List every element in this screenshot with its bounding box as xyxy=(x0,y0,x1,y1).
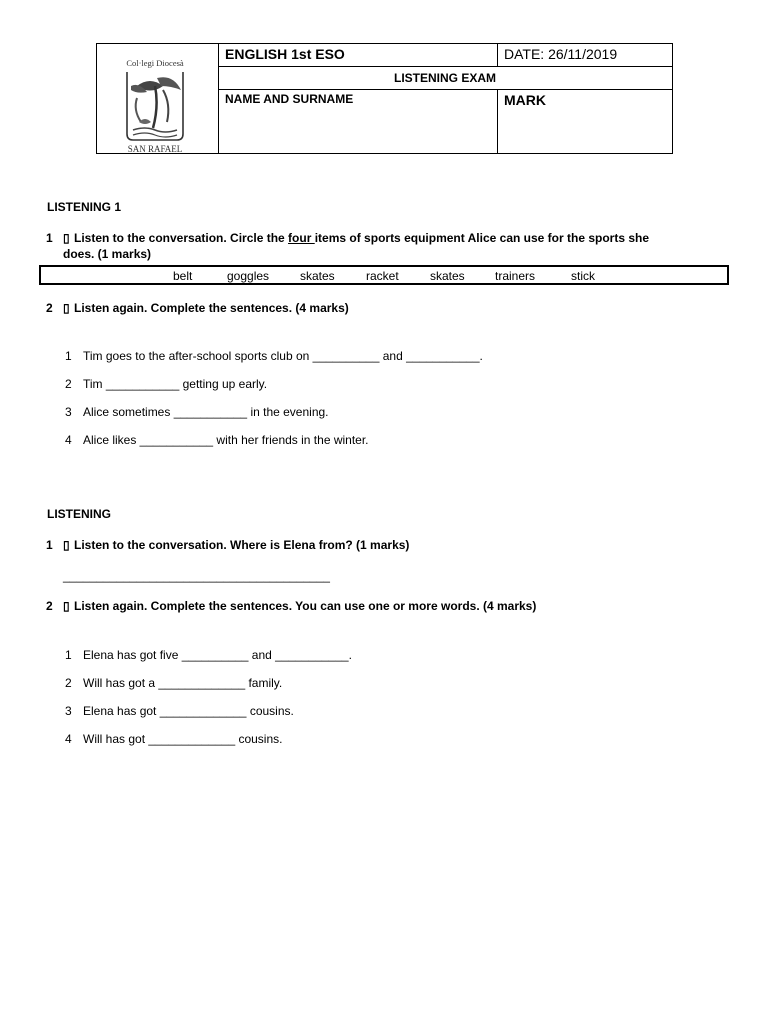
question-text: Listen again. Complete the sentences. (4 marks) xyxy=(74,301,349,315)
speaker-icon: ▯ xyxy=(63,599,70,613)
name-cell[interactable] xyxy=(218,90,498,153)
fill-in-sentence[interactable]: Elena has got five __________ and ___________. xyxy=(83,648,352,662)
logo-text-top: Col·legi Diocesà xyxy=(126,58,184,68)
fill-in-sentence[interactable]: Will has got _____________ cousins. xyxy=(83,732,283,746)
word-box xyxy=(39,265,729,285)
date-cell xyxy=(498,44,672,67)
item-number: 4 xyxy=(65,732,72,746)
item-number: 1 xyxy=(65,349,72,363)
question-emphasis: four xyxy=(288,231,315,245)
word-option[interactable]: skates xyxy=(430,269,465,283)
question-text-part-b: items of sports equipment Alice can use for the sports she xyxy=(314,231,650,245)
fill-in-sentence[interactable]: Tim goes to the after-school sports club on __________ and ___________. xyxy=(83,349,483,363)
fill-in-sentence[interactable]: Tim ___________ getting up early. xyxy=(83,377,268,391)
logo-cell xyxy=(97,44,219,153)
question-text: Listen to the conversation. Where is Elena from? (1 marks) xyxy=(74,538,410,552)
item-number: 4 xyxy=(65,433,72,447)
fill-in-sentence[interactable]: Alice likes ___________ with her friends in the winter. xyxy=(83,433,369,447)
speaker-icon: ▯ xyxy=(63,231,70,245)
word-option[interactable]: belt xyxy=(173,269,193,283)
word-option[interactable]: racket xyxy=(366,269,399,283)
speaker-icon: ▯ xyxy=(63,538,70,552)
mark-cell[interactable] xyxy=(498,90,672,153)
question-number: 2 xyxy=(46,301,53,315)
exam-date: DATE: 26/11/2019 xyxy=(504,46,618,62)
question-text: Listen again. Complete the sentences. You can use one or more words. (4 marks) xyxy=(74,599,537,613)
logo-text-bottom: SAN RAFAEL xyxy=(127,144,183,154)
exam-title: LISTENING EXAM xyxy=(393,71,496,85)
question-number: 1 xyxy=(46,538,53,552)
question-number: 2 xyxy=(46,599,53,613)
fill-in-sentence[interactable]: Elena has got _____________ cousins. xyxy=(83,704,294,718)
exam-title-cell xyxy=(218,67,672,90)
item-number: 2 xyxy=(65,377,72,391)
word-option[interactable]: trainers xyxy=(495,269,536,283)
exam-header-table xyxy=(96,43,673,154)
subject-cell xyxy=(218,44,498,67)
subject-title: ENGLISH 1st ESO xyxy=(225,46,345,62)
item-number: 1 xyxy=(65,648,72,662)
word-option[interactable]: stick xyxy=(571,269,595,283)
question-text-part-a: Listen to the conversation. Circle the xyxy=(74,231,289,245)
school-logo xyxy=(115,56,195,154)
answer-line[interactable]: ________________________________________ xyxy=(63,569,330,583)
fill-in-sentence[interactable]: Will has got a _____________ family. xyxy=(83,676,283,690)
name-label: NAME AND SURNAME xyxy=(225,92,354,106)
section-title-listening-1: LISTENING 1 xyxy=(47,200,122,214)
word-option[interactable]: goggles xyxy=(227,269,270,283)
speaker-icon: ▯ xyxy=(63,301,70,315)
question-number: 1 xyxy=(46,231,53,245)
mark-label: MARK xyxy=(504,92,546,108)
item-number: 3 xyxy=(65,704,72,718)
section-title-listening: LISTENING xyxy=(47,507,112,521)
item-number: 2 xyxy=(65,676,72,690)
question-text-line2: does. (1 marks) xyxy=(63,247,152,261)
fill-in-sentence[interactable]: Alice sometimes ___________ in the evening. xyxy=(83,405,329,419)
word-option[interactable]: skates xyxy=(300,269,335,283)
item-number: 3 xyxy=(65,405,72,419)
question-text xyxy=(74,231,649,245)
